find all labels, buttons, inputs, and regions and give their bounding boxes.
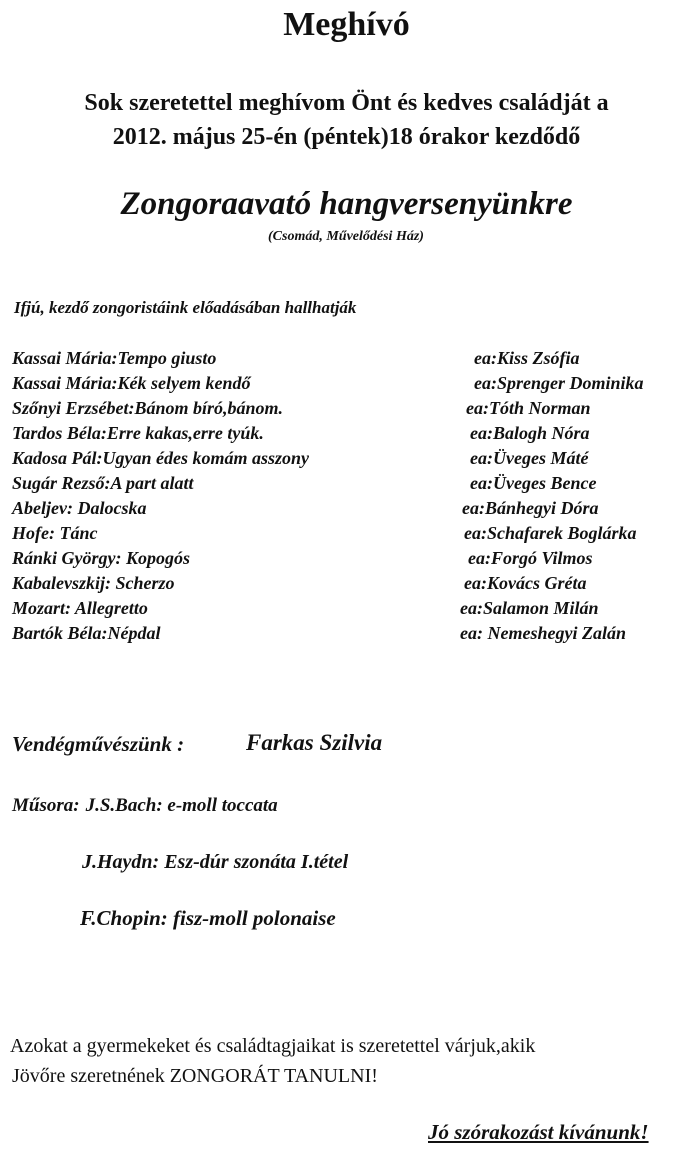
program-performer: ea:Sprenger Dominika	[474, 373, 644, 393]
program-performer: ea:Üveges Máté	[470, 448, 589, 468]
guest-program-label: Műsora:	[12, 795, 80, 816]
program-row	[0, 373, 693, 398]
program-piece: Kabalevszkij: Scherzo	[12, 573, 175, 593]
program-piece: Kadosa Pál:Ugyan édes komám asszony	[12, 448, 309, 468]
program-piece: Ránki György: Kopogós	[12, 548, 191, 568]
program-row	[0, 548, 693, 573]
program-row	[0, 623, 693, 648]
program-row	[0, 598, 693, 623]
program-piece: Sugár Rezső:A part alatt	[12, 473, 194, 493]
program-piece: Kassai Mária:Tempo giusto	[12, 348, 217, 368]
program-piece: Kassai Mária:Kék selyem kendő	[12, 373, 251, 393]
program-piece: Abeljev: Dalocska	[12, 498, 147, 518]
program-performer: ea:Üveges Bence	[470, 473, 597, 493]
program-performer: ea:Tóth Norman	[466, 398, 591, 418]
program-row	[0, 498, 693, 523]
program-performer: ea:Bánhegyi Dóra	[462, 498, 599, 518]
program-performer: ea:Salamon Milán	[460, 598, 599, 618]
closing-line-2: Jövőre szeretnének ZONGORÁT TANULNI!	[12, 1065, 378, 1087]
venue: (Csomád, Művelődési Ház)	[268, 229, 424, 244]
program-piece: Mozart: Allegretto	[12, 598, 148, 618]
program-row	[0, 348, 693, 373]
program-row	[0, 573, 693, 598]
page-title: Meghívó	[283, 6, 410, 43]
guest-program-line-1	[12, 795, 278, 817]
guest-program-item: J.Haydn: Esz-dúr szonáta I.tétel	[82, 851, 349, 873]
program-row	[0, 523, 693, 548]
program-row	[0, 448, 693, 473]
intro-line-2: 2012. május 25-én (péntek)18 órakor kezdődő	[112, 124, 581, 150]
program-row	[0, 473, 693, 498]
program-performer: ea:Balogh Nóra	[470, 423, 590, 443]
program-piece: Hofe: Tánc	[12, 523, 98, 543]
program-piece: Szőnyi Erzsébet:Bánom bíró,bánom.	[12, 398, 284, 418]
program-performer: ea:Forgó Vilmos	[468, 548, 593, 568]
intro-line-1: Sok szeretettel meghívom Önt és kedves családját a	[84, 90, 609, 116]
guest-program-item: J.S.Bach: e-moll toccata	[85, 795, 278, 816]
guest-program-item: F.Chopin: fisz-moll polonaise	[80, 906, 336, 930]
program-performer: ea: Nemeshegyi Zalán	[460, 623, 626, 643]
closing-line-1: Azokat a gyermekeket és családtagjaikat is szeretettel várjuk,akik	[10, 1035, 536, 1057]
program-row	[0, 423, 693, 448]
program-piece: Tardos Béla:Erre kakas,erre tyúk.	[12, 423, 264, 443]
guest-label: Vendégművészünk :	[12, 732, 185, 756]
program-row	[0, 398, 693, 423]
guest-name: Farkas Szilvia	[246, 730, 383, 755]
concert-title: Zongoraavató hangversenyünkre	[120, 186, 573, 222]
program-performer: ea:Kiss Zsófia	[474, 348, 580, 368]
program-performer: ea:Kovács Gréta	[464, 573, 587, 593]
closing-wish: Jó szórakozást kívánunk!	[428, 1120, 649, 1144]
program-intro: Ifjú, kezdő zongoristáink előadásában hallhatják	[14, 298, 357, 317]
program-performer: ea:Schafarek Boglárka	[464, 523, 637, 543]
program-piece: Bartók Béla:Népdal	[12, 623, 161, 643]
